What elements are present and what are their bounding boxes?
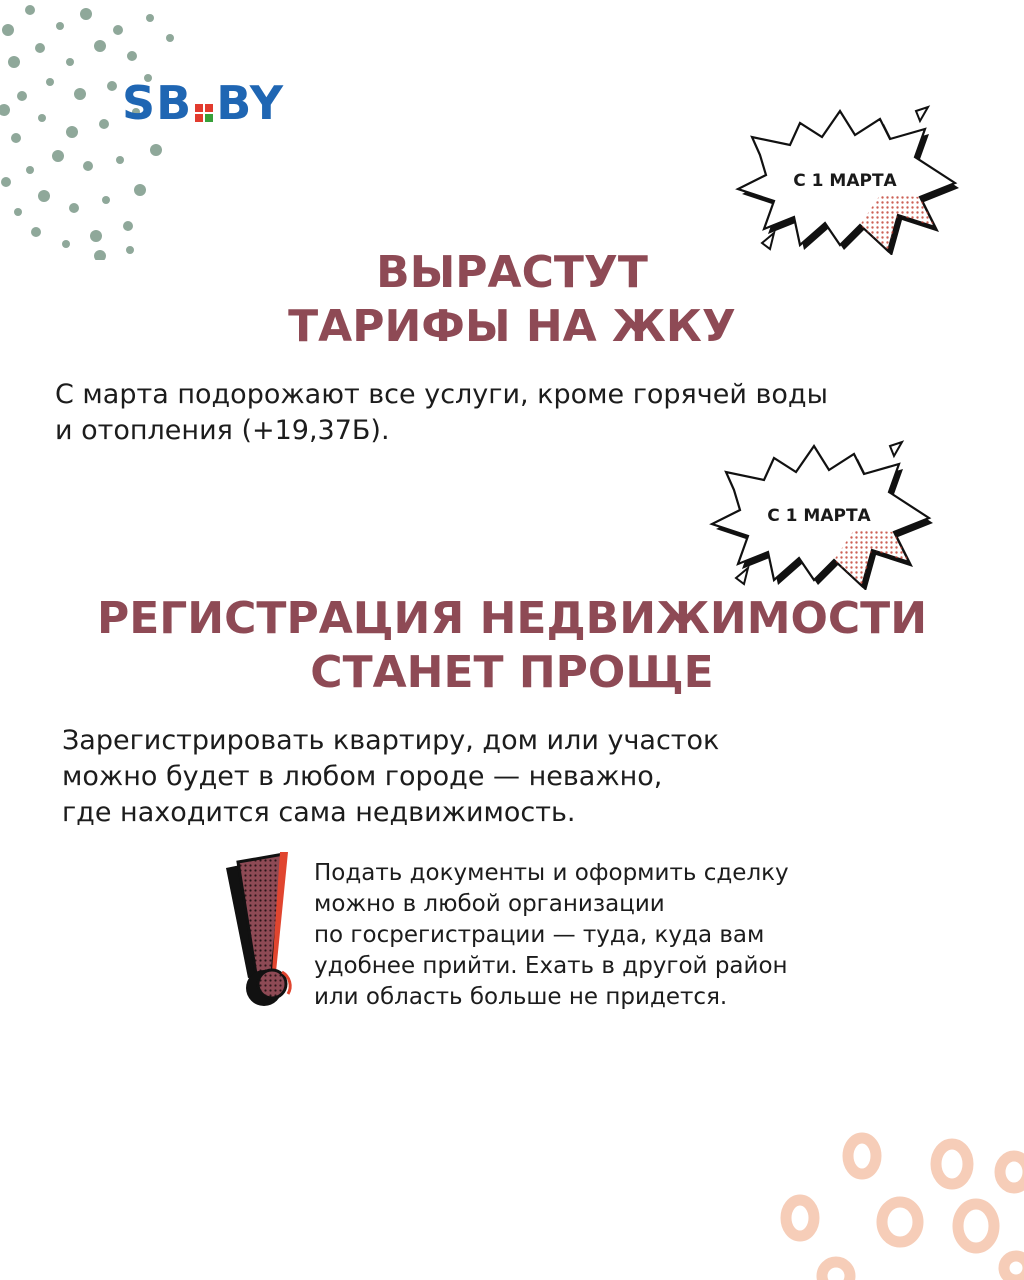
decorative-dot bbox=[1, 177, 11, 187]
decorative-dot bbox=[66, 58, 74, 66]
decorative-dot bbox=[166, 34, 174, 42]
decorative-dot bbox=[46, 78, 54, 86]
decorative-dot bbox=[17, 91, 27, 101]
section-heading-tariffs bbox=[0, 246, 1024, 354]
body-line: можно будет в любом городе — неважно, bbox=[62, 761, 663, 792]
decorative-dot bbox=[14, 208, 22, 216]
badge-label: С 1 МАРТА bbox=[793, 171, 897, 191]
decorative-dot bbox=[8, 56, 20, 68]
body-line: и отопления (+19,37Ƃ). bbox=[55, 415, 390, 446]
decorative-dot bbox=[0, 104, 10, 116]
decorative-dot bbox=[2, 24, 14, 36]
decorative-dot bbox=[31, 227, 41, 237]
note-line: удобнее прийти. Ехать в другой район bbox=[314, 953, 788, 979]
exclamation-icon bbox=[218, 848, 302, 1020]
decorative-dot bbox=[74, 88, 86, 100]
section-body-registration bbox=[62, 723, 719, 831]
logo-flag-icon bbox=[195, 104, 213, 122]
decorative-dot bbox=[66, 126, 78, 138]
note-text bbox=[314, 858, 789, 1013]
decorative-dot bbox=[11, 133, 21, 143]
decorative-ring bbox=[958, 1204, 994, 1248]
decorative-dot bbox=[113, 25, 123, 35]
decorative-dots bbox=[0, 0, 200, 260]
decorative-ring bbox=[1004, 1256, 1024, 1280]
decorative-ring bbox=[822, 1262, 850, 1280]
decorative-dot bbox=[35, 43, 45, 53]
decorative-dot bbox=[94, 40, 106, 52]
decorative-dot bbox=[80, 8, 92, 20]
sb-by-logo[interactable] bbox=[122, 78, 284, 128]
logo-text-sb: SB bbox=[122, 76, 193, 130]
body-line: С марта подорожают все услуги, кроме горячей воды bbox=[55, 379, 828, 410]
decorative-dot bbox=[38, 190, 50, 202]
decorative-dot bbox=[56, 22, 64, 30]
heading-line: ТАРИФЫ НА ЖКУ bbox=[288, 301, 736, 352]
decorative-dot bbox=[123, 221, 133, 231]
decorative-ring bbox=[882, 1202, 918, 1242]
section-body-tariffs bbox=[55, 377, 828, 449]
date-badge bbox=[704, 440, 934, 590]
decorative-dot bbox=[134, 184, 146, 196]
decorative-dot bbox=[52, 150, 64, 162]
decorative-ring bbox=[936, 1144, 968, 1184]
decorative-dot bbox=[83, 161, 93, 171]
decorative-dot bbox=[25, 5, 35, 15]
decorative-dot bbox=[116, 156, 124, 164]
logo-text-by: BY bbox=[216, 76, 285, 130]
decorative-dot bbox=[38, 114, 46, 122]
decorative-dot bbox=[90, 230, 102, 242]
decorative-dot bbox=[26, 166, 34, 174]
decorative-ring bbox=[848, 1138, 876, 1174]
decorative-ring bbox=[786, 1200, 814, 1236]
decorative-dot bbox=[102, 196, 110, 204]
heading-line: СТАНЕТ ПРОЩЕ bbox=[310, 647, 714, 698]
decorative-dot bbox=[99, 119, 109, 129]
heading-line: ВЫРАСТУТ bbox=[376, 247, 648, 298]
badge-label: С 1 МАРТА bbox=[767, 506, 871, 526]
body-line: где находится сама недвижимость. bbox=[62, 797, 576, 828]
note-line: по госрегистрации — туда, куда вам bbox=[314, 922, 765, 948]
decorative-dot bbox=[146, 14, 154, 22]
note-line: можно в любой организации bbox=[314, 891, 665, 917]
decorative-dot bbox=[69, 203, 79, 213]
section-heading-registration bbox=[0, 592, 1024, 700]
heading-line: РЕГИСТРАЦИЯ НЕДВИЖИМОСТИ bbox=[96, 593, 928, 644]
decorative-dot bbox=[150, 144, 162, 156]
decorative-dot bbox=[127, 51, 137, 61]
date-badge bbox=[730, 105, 960, 255]
body-line: Зарегистрировать квартиру, дом или участок bbox=[62, 725, 720, 756]
note-line: Подать документы и оформить сделку bbox=[314, 860, 789, 886]
note-line: или область больше не придется. bbox=[314, 984, 728, 1010]
decorative-ring bbox=[1000, 1156, 1024, 1188]
decorative-dot bbox=[107, 81, 117, 91]
